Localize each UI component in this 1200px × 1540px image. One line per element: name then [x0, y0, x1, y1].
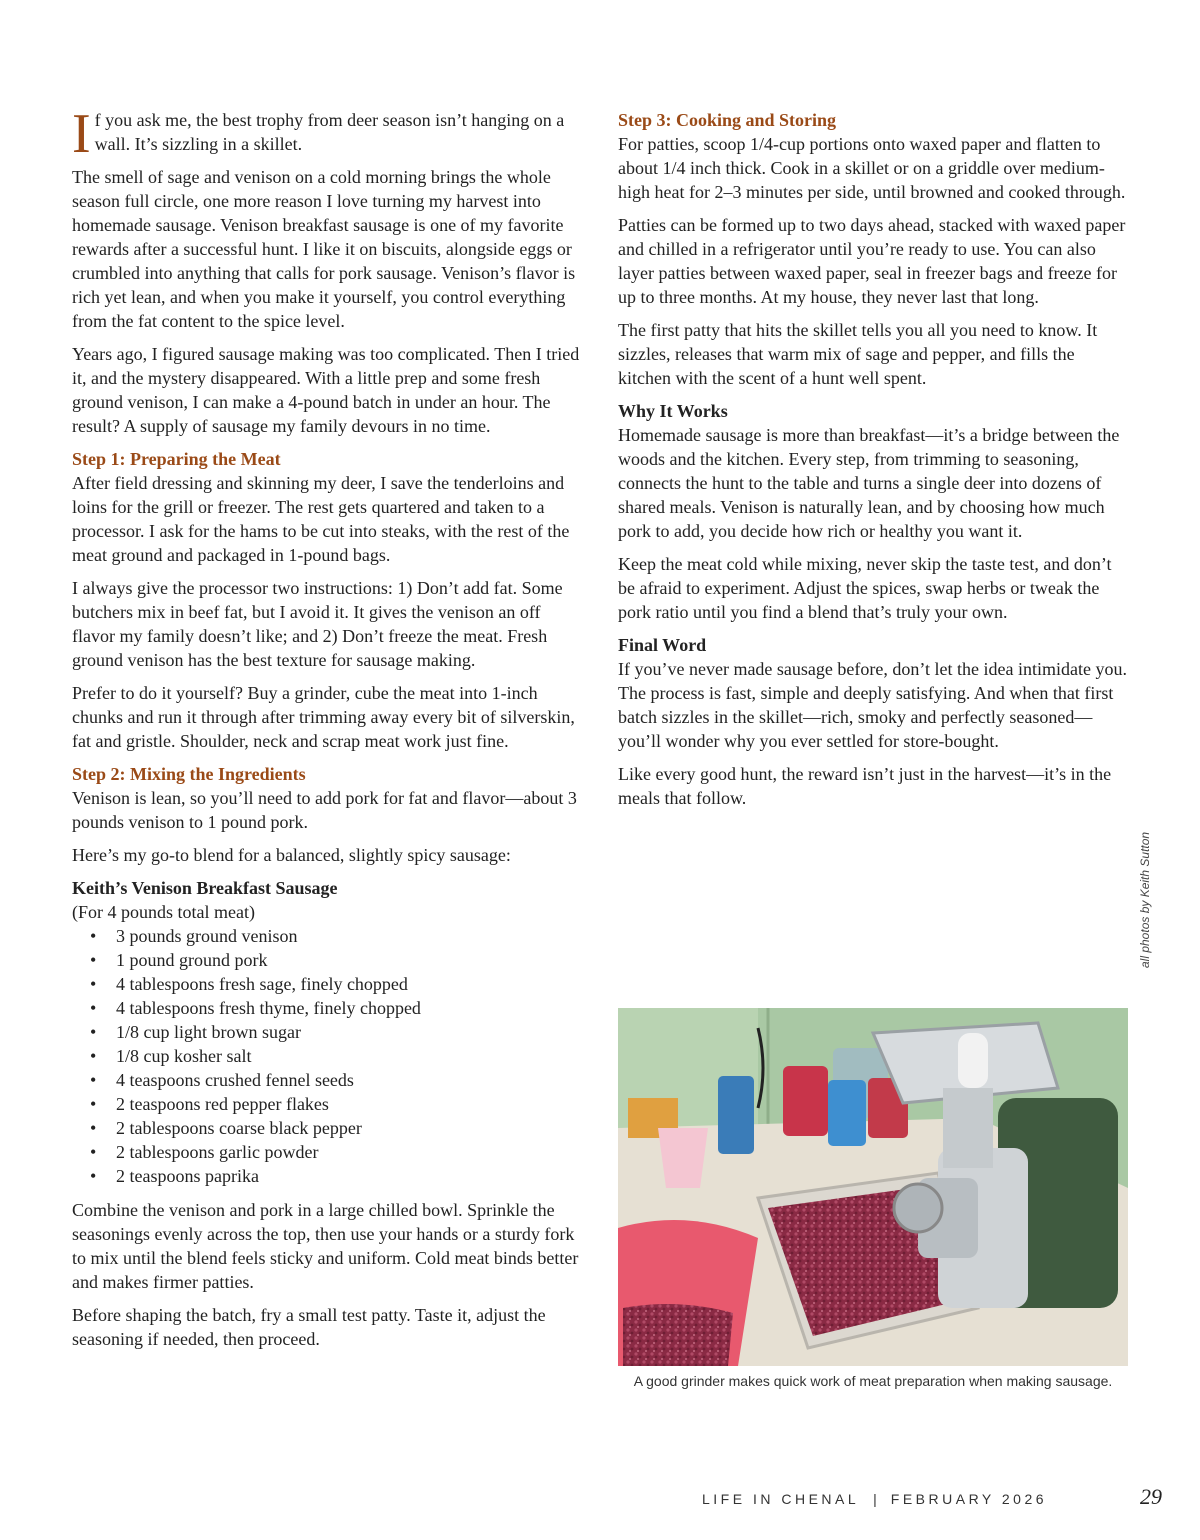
final-paragraph-2: Like every good hunt, the reward isn’t just in the harvest—it’s in the meals that follow.	[618, 764, 1112, 808]
step1-heading: Step 1: Preparing the Meat	[72, 449, 281, 469]
ingredient-item: • 4 teaspoons crushed fennel seeds	[72, 1068, 584, 1092]
ingredient-item: • 2 tablespoons coarse black pepper	[72, 1116, 584, 1140]
photo-caption: A good grinder makes quick work of meat preparation when making sausage.	[633, 1373, 1113, 1389]
grinder-photo	[618, 1008, 1128, 1366]
intro-paragraph-3: Years ago, I figured sausage making was too complicated. Then I tried it, and the mystery disappeared. With a little prep and some fresh ground venison, I can make a 4-pound batch in under an hour. The result? A supply of sausage my family devours in no time.	[72, 344, 580, 436]
step3-heading: Step 3: Cooking and Storing	[618, 110, 837, 130]
why-heading: Why It Works	[618, 401, 728, 421]
step3-paragraph-3: The first patty that hits the skillet tells you all you need to know. It sizzles, releases that warm mix of sage and pepper, and fills the kitchen with the scent of a hunt well spent.	[618, 320, 1098, 388]
ingredient-item: • 1 pound ground pork	[72, 948, 584, 972]
left-column	[72, 103, 584, 1360]
step2-paragraph-2: Here’s my go-to blend for a balanced, slightly spicy sausage:	[72, 845, 511, 865]
drop-cap: I	[72, 103, 91, 165]
final-paragraph-1: If you’ve never made sausage before, don’t let the idea intimidate you. The process is fast, simple and deeply satisfying. And when that first batch sizzles in the skillet—rich, smoky and perfectly seasoned—you’ll wonder why you ever settled for store-bought.	[618, 659, 1127, 751]
ingredient-item: • 4 tablespoons fresh thyme, finely chopped	[72, 996, 584, 1020]
page-number: 29	[1140, 1484, 1162, 1509]
step2-paragraph-1: Venison is lean, so you’ll need to add pork for fat and flavor—about 3 pounds venison to 1 pound pork.	[72, 788, 577, 832]
recipe-subtitle: (For 4 pounds total meat)	[72, 902, 255, 922]
step1-paragraph-1: After field dressing and skinning my deer, I save the tenderloins and loins for the grill or freezer. The rest gets quartered and taken to a processor. I ask for the hams to be cut into steaks, with the rest of the meat ground and packaged in 1-pound bags.	[72, 473, 570, 565]
step2-heading: Step 2: Mixing the Ingredients	[72, 764, 306, 784]
why-paragraph-2: Keep the meat cold while mixing, never skip the taste test, and don’t be afraid to experiment. Adjust the spices, swap herbs or tweak the pork ratio until you find a blend that’s truly your own.	[618, 554, 1112, 622]
grinder-photo-illustration	[618, 1008, 1128, 1366]
ingredient-item: • 3 pounds ground venison	[72, 924, 584, 948]
ingredient-item: • 1/8 cup kosher salt	[72, 1044, 584, 1068]
why-paragraph-1: Homemade sausage is more than breakfast—it’s a bridge between the woods and the kitchen. Every step, from trimming to seasoning, connects the hunt to the table and turns a single deer into dozens of shared meals. Venison is naturally lean, and by choosing how much pork to add, you decide how rich or healthy you want it.	[618, 425, 1120, 541]
intro-paragraph	[72, 103, 584, 165]
step3-paragraph-2: Patties can be formed up to two days ahead, stacked with waxed paper and chilled in a refrigerator until you’re ready to use. You can also layer patties between waxed paper, seal in freezer bags and freeze for up to three months. At my house, they never last that long.	[618, 215, 1126, 307]
step1-paragraph-3: Prefer to do it yourself? Buy a grinder, cube the meat into 1-inch chunks and run it through after trimming away every bit of silverskin, fat and gristle. Shoulder, neck and scrap meat work just fine.	[72, 683, 575, 751]
publication-name: LIFE IN CHENAL	[702, 1491, 860, 1507]
right-column	[618, 108, 1130, 819]
step3-paragraph-1: For patties, scoop 1/4-cup portions onto waxed paper and flatten to about 1/4 inch thick. Cook in a skillet or on a griddle over medium-high heat for 2–3 minutes per side, until browned and cooked through.	[618, 134, 1126, 202]
step1-paragraph-2: I always give the processor two instructions: 1) Don’t add fat. Some butchers mix in beef fat, but I avoid it. It gives the venison an off flavor my family doesn’t like; and 2) Don’t freeze the meat. Fresh ground venison has the best texture for sausage making.	[72, 578, 563, 670]
ingredient-item: • 2 teaspoons paprika	[72, 1164, 584, 1188]
step2-paragraph-4: Before shaping the batch, fry a small test patty. Taste it, adjust the seasoning if needed, then proceed.	[72, 1305, 546, 1349]
intro-text: f you ask me, the best trophy from deer season isn’t hanging on a wall. It’s sizzling in a skillet.	[94, 110, 565, 154]
page-footer	[702, 1491, 1047, 1507]
ingredient-item: • 1/8 cup light brown sugar	[72, 1020, 584, 1044]
ingredient-item: • 2 teaspoons red pepper flakes	[72, 1092, 584, 1116]
intro-paragraph-2: The smell of sage and venison on a cold morning brings the whole season full circle, one more reason I love turning my harvest into homemade sausage. Venison breakfast sausage is one of my favorite rewards after a successful hunt. I like it on biscuits, alongside eggs or crumbled into anything that calls for pork sausage. Venison’s flavor is rich yet lean, and when you make it yourself, you control everything from the fat content to the spice level.	[72, 167, 576, 331]
ingredient-list	[72, 924, 584, 1188]
ingredient-item: • 4 tablespoons fresh sage, finely chopped	[72, 972, 584, 996]
photo-credit: all photos by Keith Sutton	[1138, 831, 1152, 968]
issue-date: FEBRUARY 2026	[890, 1491, 1048, 1507]
step2-paragraph-3: Combine the venison and pork in a large chilled bowl. Sprinkle the seasonings evenly across the top, then use your hands or a sturdy fork to mix until the blend feels sticky and uniform. Cold meat binds better and makes firmer patties.	[72, 1200, 579, 1292]
recipe-title: Keith’s Venison Breakfast Sausage	[72, 878, 338, 898]
final-heading: Final Word	[618, 635, 707, 655]
ingredient-item: • 2 tablespoons garlic powder	[72, 1140, 584, 1164]
footer-separator: |	[873, 1491, 877, 1507]
